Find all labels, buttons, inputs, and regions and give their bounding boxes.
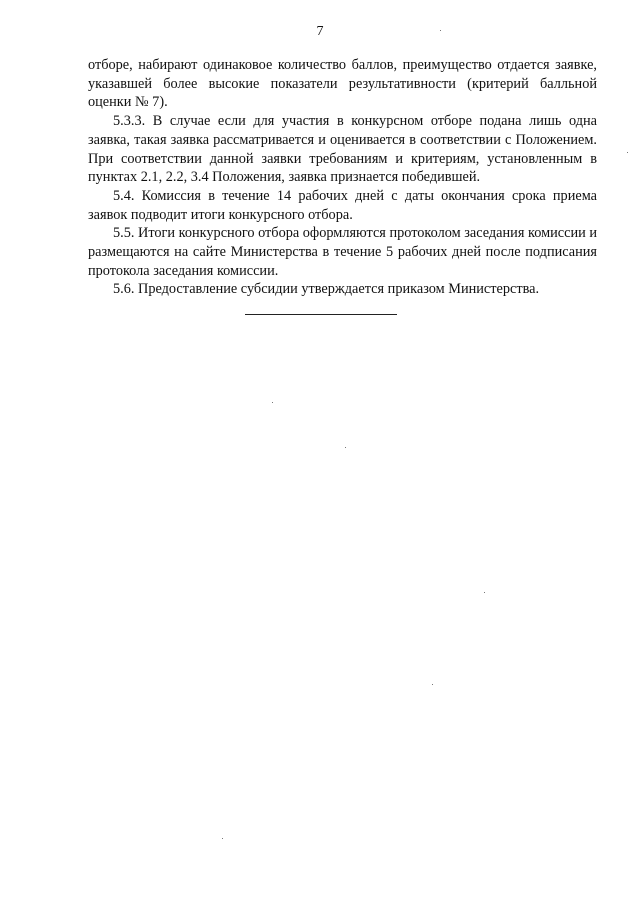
page-number: 7: [316, 24, 324, 39]
paragraph-5-4: 5.4. Комиссия в течение 14 рабочих дней с даты окончания срока приема заявок подводит итоги конкурсного отбора.: [88, 187, 597, 223]
paragraph-5-5: 5.5. Итоги конкурсного отбора оформляются протоколом заседания комиссии и размещаются на сайте Министерства в течение 5 рабочих дней после подписания протокола заседания комиссии.: [88, 225, 597, 279]
paragraph-continuation: отборе, набирают одинаковое количество баллов, преимущество отдается заявке, указавшей более высокие показатели результативности (критерий балльной оценки № 7).: [88, 57, 597, 111]
scan-speck: [345, 447, 346, 448]
scan-speck: [627, 152, 628, 153]
paragraph-5-3-3: 5.3.3. В случае если для участия в конкурсном отборе подана лишь одна заявка, такая заявка рассматривается и оценивается в соответствии с Положением. При соответствии данной заявки требованиям и критериям, установленным в пунктах 2.1, 2.2, 3.4 Положения, заявка признается победившей.: [88, 113, 597, 186]
scan-speck: [484, 592, 485, 593]
scan-speck: [272, 402, 273, 403]
scan-speck: [440, 30, 441, 31]
paragraph-5-6: 5.6. Предоставление субсидии утверждается приказом Министерства.: [113, 281, 540, 298]
closing-separator-line: [245, 314, 397, 315]
document-body: [88, 56, 597, 299]
scan-speck: [222, 838, 223, 839]
scan-speck: [432, 684, 433, 685]
